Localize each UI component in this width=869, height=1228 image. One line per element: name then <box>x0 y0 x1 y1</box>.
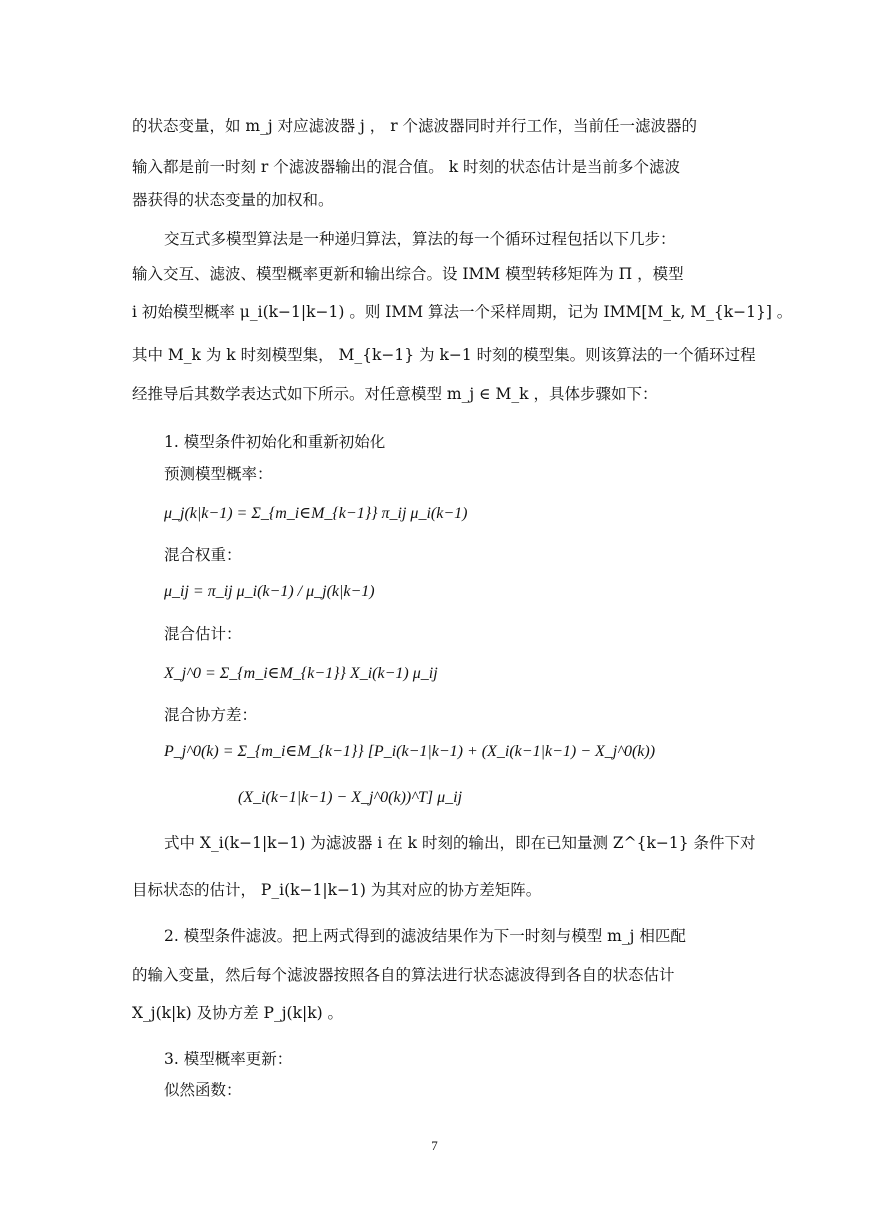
equation-mixing-weight: μ_ij = π_ij μ_i(k−1) / μ_j(k|k−1) <box>164 583 375 600</box>
text-line: 交互式多模型算法是一种递归算法，算法的每一个循环过程包括以下几步： <box>164 230 676 248</box>
text-line: 混合协方差： <box>164 706 258 724</box>
equation-mixed-covariance-cont: (X_i(k−1|k−1) − X_j^0(k))^T] μ_ij <box>238 789 463 806</box>
section-heading: 2. 模型条件滤波。把上两式得到的滤波结果作为下一时刻与模型 m_j 相匹配 <box>164 927 686 945</box>
text-line: 式中 X_i(k−1|k−1) 为滤波器 i 在 k 时刻的输出，即在已知量测 Z^{k−1} 条件下对 <box>164 834 756 852</box>
text-line: 器获得的状态变量的加权和。 <box>132 191 334 209</box>
equation-mixed-covariance: P_j^0(k) = Σ_{m_i∈M_{k−1}} [P_i(k−1|k−1) + (X_i(k−1|k−1) − X_j^0(k)) <box>164 743 656 760</box>
text-line: 输入都是前一时刻 r 个滤波器输出的混合值。 k 时刻的状态估计是当前多个滤波 <box>132 158 681 176</box>
text-line: 其中 M_k 为 k 时刻模型集， M_{k−1} 为 k−1 时刻的模型集。则该算法的一个循环过程 <box>132 346 756 364</box>
equation-mixed-estimate: X_j^0 = Σ_{m_i∈M_{k−1}} X_i(k−1) μ_ij <box>164 665 438 682</box>
text-line: 预测模型概率： <box>164 465 273 483</box>
text-line: i 初始模型概率 μ_i(k−1|k−1) 。则 IMM 算法一个采样周期，记为 IMM[M_k, M_{k−1}] 。 <box>132 303 793 321</box>
text-line: 输入交互、滤波、模型概率更新和输出综合。设 IMM 模型转移矩阵为 Π ，模型 <box>132 265 684 283</box>
text-line: 经推导后其数学表达式如下所示。对任意模型 m_j ∈ M_k ，具体步骤如下： <box>132 385 658 403</box>
section-heading: 1. 模型条件初始化和重新初始化 <box>164 433 386 451</box>
text-line: 目标状态的估计， P_i(k−1|k−1) 为其对应的协方差矩阵。 <box>132 881 542 899</box>
page-number: 7 <box>431 1138 438 1153</box>
text-line: 混合估计： <box>164 625 242 643</box>
text-line: 的状态变量，如 m_j 对应滤波器 j ， r 个滤波器同时并行工作，当前任一滤波器的 <box>132 117 698 135</box>
text-line: 似然函数： <box>164 1081 242 1099</box>
text-line: 的输入变量，然后每个滤波器按照各自的算法进行状态滤波得到各自的状态估计 <box>132 966 675 984</box>
text-line: X_j(k|k) 及协方差 P_j(k|k) 。 <box>132 1004 344 1022</box>
text-line: 混合权重： <box>164 546 242 564</box>
section-heading: 3. 模型概率更新： <box>164 1050 293 1068</box>
equation-predicted-model-probability: μ_j(k|k−1) = Σ_{m_i∈M_{k−1}} π_ij μ_i(k−1) <box>164 505 468 522</box>
